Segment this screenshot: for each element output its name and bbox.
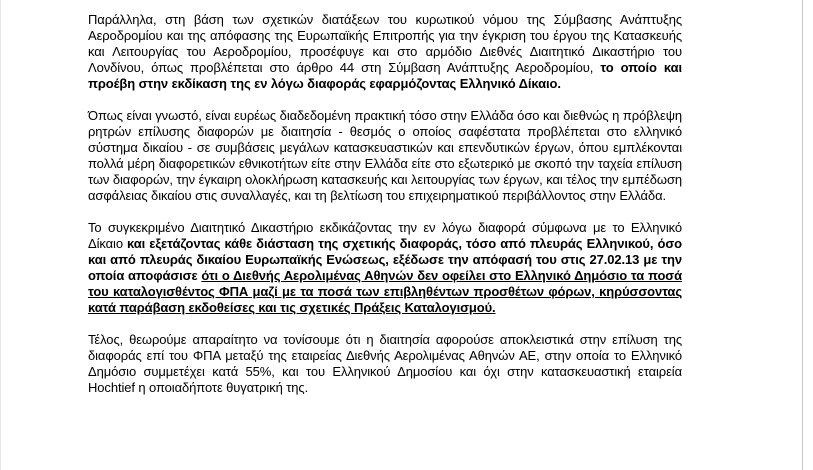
paragraph-4 — [88, 332, 682, 396]
paragraph-1-text: Παράλληλα, στη βάση των σχετικών διατάξεων του κυρωτικού νόμου της Σύμβασης Ανάπτυξης Αεροδρομίου και της απόφασης της Ευρωπαϊκής Επιτροπής για την έγκριση του έργου της Κατασκευής και Λειτουργίας του Αεροδρομίου, προσέφυγε και στο αρμόδιο Διεθνές Διαιτητικό Δικαστήριο του Λονδίνου, όπως προβλέπεται στο άρθρο 44 στη Σύμβαση Ανάπτυξης Αεροδρομίου, — [88, 12, 682, 75]
paragraph-1-bold-text: το οποίο και προέβη στην εκδίκαση της εν λόγω διαφοράς εφαρμόζοντας Ελληνικό Δίκαιο. — [88, 60, 682, 91]
page-right-edge — [802, 0, 803, 470]
paragraph-2 — [88, 108, 682, 204]
paragraph-3 — [88, 220, 682, 316]
paragraph-2-text: Όπως είναι γνωστό, είναι ευρέως διαδεδομένη πρακτική τόσο στην Ελλάδα όσο και διεθνώς η πρόβλεψη ρητρών επίλυσης διαφορών με διαιτησία - θεσμός ο οποίος σαφέστατα προβλέπεται στο ελληνικό σύστημα δικαίου - σε συμβάσεις μεγάλων κατασκευαστικών και επενδυτικών έργων, όπου εμπλέκονται πολλά μέρη διαφορετικών εθνικοτήτων είτε στην Ελλάδα είτε στο εξωτερικό με σκοπό την ταχεία επίλυση των διαφορών, την έγκαιρη ολοκλήρωση κατασκευής και λειτουργίας των έργων, και τέλος την εμπέδωση ασφάλειας δικαίου στις συναλλαγές, και τη βελτίωση του επιχειρηματικού περιβάλλοντος στην Ελλάδα. — [88, 108, 682, 203]
paragraph-3-bold-text: και εξετάζοντας κάθε διάσταση της σχετικής διαφοράς, τόσο από πλευράς Ελληνικού, όσο και από πλευράς δικαίου Ευρωπαϊκής Ενώσεως, εξέδωσε την απόφασή του στις 27.02.13 με την οποία αποφάσισε — [88, 236, 682, 283]
paragraph-4-text: Τέλος, θεωρούμε απαραίτητο να τονίσουμε ότι η διαιτησία αφορούσε αποκλειστικά στην επίλυση της διαφοράς επί του ΦΠΑ μεταξύ της εταιρείας Διεθνής Αερολιμένας Αθηνών ΑΕ, στην οποία το Ελληνικό Δημόσιο συμμετέχει κατά 55%, και του Ελληνικού Δημοσίου και όχι στην κατασκευαστική εταιρεία Hochtief η οποιαδήποτε θυγατρική της. — [88, 332, 682, 395]
paragraph-3-text: Το συγκεκριμένο Διαιτητικό Δικαστήριο εκδικάζοντας την εν λόγω διαφορά σύμφωνα με το Ελληνικό Δίκαιο — [88, 220, 682, 251]
page-left-edge — [0, 0, 1, 470]
paragraph-1 — [88, 12, 682, 92]
document-body — [88, 12, 682, 412]
paragraph-3-bold-underlined-text: ότι ο Διεθνής Αερολιμένας Αθηνών δεν οφείλει στο Ελληνικό Δημόσιο τα ποσά του καταλογισθέντος ΦΠΑ μαζί με τα ποσά των επιβληθέντων προσθέτων φόρων, κηρύσσοντας κατά παράβαση εκδοθείσες και τις σχετικές Πράξεις Καταλογισμού. — [88, 268, 682, 315]
